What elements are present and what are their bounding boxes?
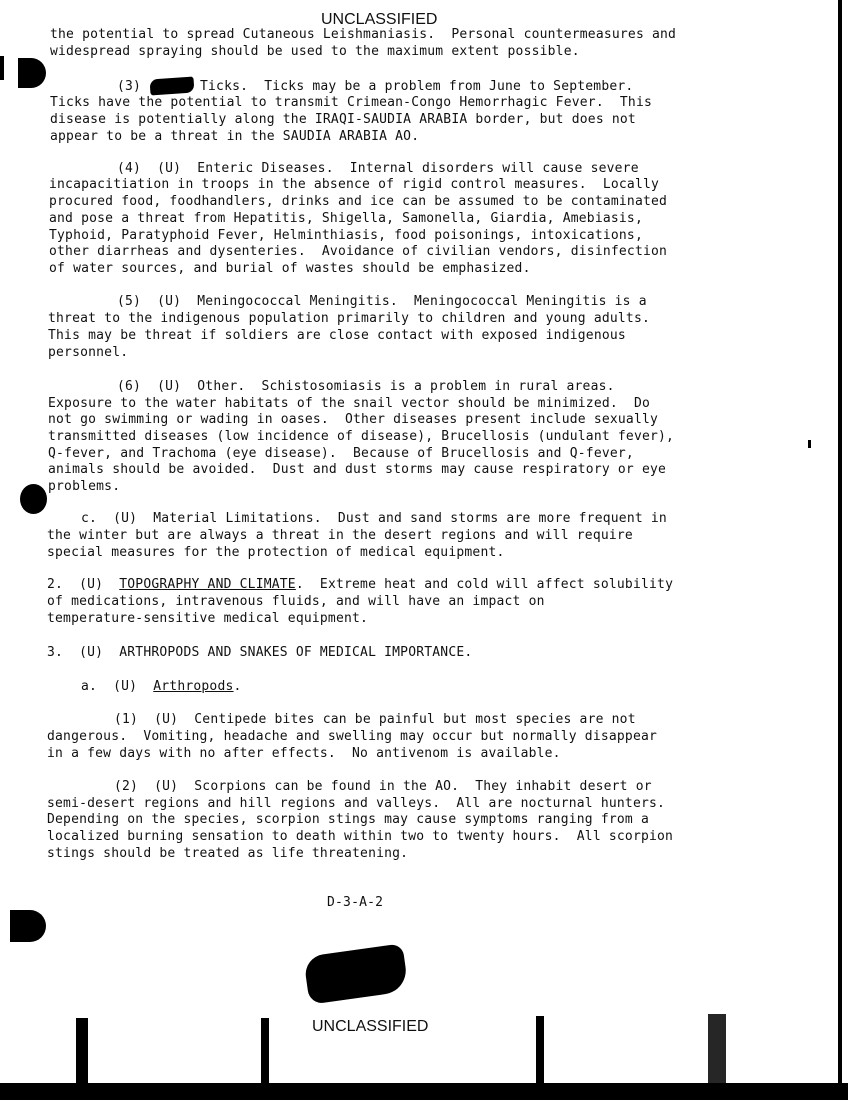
footer-classification: UNCLASSIFIED — [312, 1018, 429, 1035]
material-line: c. (U) Material Limitations. Dust and sand storms are more frequent in — [81, 511, 667, 526]
subsection-suffix: . — [233, 679, 242, 694]
enteric-line: other diarrheas and dysenteries. Avoidance of civilian vendors, disinfection — [49, 244, 668, 259]
enteric-line: (4) (U) Enteric Diseases. Internal disorders will cause severe — [117, 161, 639, 176]
other-line: animals should be avoided. Dust and dust storms may cause respiratory or eye — [48, 462, 667, 477]
enteric-line: Typhoid, Paratyphoid Fever, Helminthiasis, food poisonings, intoxications, — [49, 228, 643, 243]
meningitis-line: personnel. — [48, 345, 129, 360]
header-classification: UNCLASSIFIED — [321, 11, 438, 28]
scan-right-edge — [838, 0, 842, 1100]
scan-edge-mark — [0, 56, 4, 80]
scan-artifact — [261, 1018, 269, 1086]
scorpion-line: (2) (U) Scorpions can be found in the AO. They inhabit desert or — [114, 779, 652, 794]
subsection-heading — [81, 679, 242, 696]
redaction-mark — [303, 943, 409, 1004]
subsection-title: Arthropods — [153, 679, 234, 694]
other-line: transmitted diseases (low incidence of disease), Brucellosis (undulant fever), — [48, 429, 675, 444]
intro-line: widespread spraying should be used to the maximum extent possible. — [50, 44, 580, 59]
material-line: the winter but are always a threat in the desert regions and will require — [47, 528, 633, 543]
topography-first-line — [47, 577, 673, 594]
enteric-line: procured food, foodhandlers, drinks and ice can be assumed to be contaminated — [49, 194, 668, 209]
centipede-line: in a few days with no after effects. No antivenom is available. — [47, 746, 561, 761]
punch-hole-mark — [10, 910, 46, 942]
topography-prefix: 2. (U) — [47, 577, 120, 592]
meningitis-line: threat to the indigenous population primarily to children and young adults. — [48, 311, 650, 326]
enteric-line: incapacitiation in troops in the absence of rigid control measures. Locally — [49, 177, 660, 192]
scorpion-line: stings should be treated as life threatening. — [47, 846, 409, 861]
scorpion-line: Depending on the species, scorpion stings may cause symptoms ranging from a — [47, 812, 649, 827]
section-heading: 3. (U) ARTHROPODS AND SNAKES OF MEDICAL IMPORTANCE. — [47, 645, 473, 660]
ticks-first-line: Ticks. Ticks may be a problem from June to September. — [200, 79, 634, 94]
topography-title: TOPOGRAPHY AND CLIMATE — [119, 577, 296, 592]
scan-artifact — [708, 1014, 726, 1086]
redaction-mark — [149, 76, 194, 95]
other-line: (6) (U) Other. Schistosomiasis is a problem in rural areas. — [117, 379, 615, 394]
material-line: special measures for the protection of medical equipment. — [47, 545, 505, 560]
scorpion-line: localized burning sensation to death within two to twenty hours. All scorpion — [47, 829, 674, 844]
topography-line: of medications, intravenous fluids, and will have an impact on — [47, 594, 545, 609]
page-number: D-3-A-2 — [327, 895, 384, 910]
punch-hole-mark — [20, 484, 47, 514]
ticks-line: disease is potentially along the IRAQI-SAUDIA ARABIA border, but does not — [50, 112, 636, 127]
scan-speck — [808, 440, 811, 448]
punch-hole-mark — [18, 58, 46, 88]
centipede-line: (1) (U) Centipede bites can be painful but most species are not — [114, 712, 636, 727]
ticks-number: (3) — [117, 79, 142, 94]
other-line: problems. — [48, 479, 121, 494]
topography-line: temperature-sensitive medical equipment. — [47, 611, 369, 626]
enteric-line: and pose a threat from Hepatitis, Shigella, Samonella, Giardia, Amebiasis, — [49, 211, 643, 226]
other-line: Exposure to the water habitats of the snail vector should be minimized. Do — [48, 396, 650, 411]
meningitis-line: (5) (U) Meningococcal Meningitis. Meningococcal Meningitis is a — [117, 294, 647, 309]
intro-line: the potential to spread Cutaneous Leishmaniasis. Personal countermeasures and — [50, 27, 677, 42]
meningitis-line: This may be threat if soldiers are close contact with exposed indigenous — [48, 328, 626, 343]
other-line: Q-fever, and Trachoma (eye disease). Because of Brucellosis and Q-fever, — [48, 446, 634, 461]
centipede-line: dangerous. Vomiting, headache and swelling may occur but normally disappear — [47, 729, 658, 744]
topography-rest: . Extreme heat and cold will affect solubility — [295, 577, 674, 592]
ticks-line: appear to be a threat in the SAUDIA ARABIA AO. — [50, 129, 420, 144]
scan-artifact — [536, 1016, 544, 1086]
other-line: not go swimming or wading in oases. Other diseases present include sexually — [48, 412, 659, 427]
subsection-prefix: a. (U) — [81, 679, 154, 694]
enteric-line: of water sources, and burial of wastes should be emphasized. — [49, 261, 531, 276]
scan-artifact — [76, 1018, 88, 1086]
ticks-line: Ticks have the potential to transmit Crimean-Congo Hemorrhagic Fever. This — [50, 95, 652, 110]
scorpion-line: semi-desert regions and hill regions and valleys. All are nocturnal hunters. — [47, 796, 666, 811]
